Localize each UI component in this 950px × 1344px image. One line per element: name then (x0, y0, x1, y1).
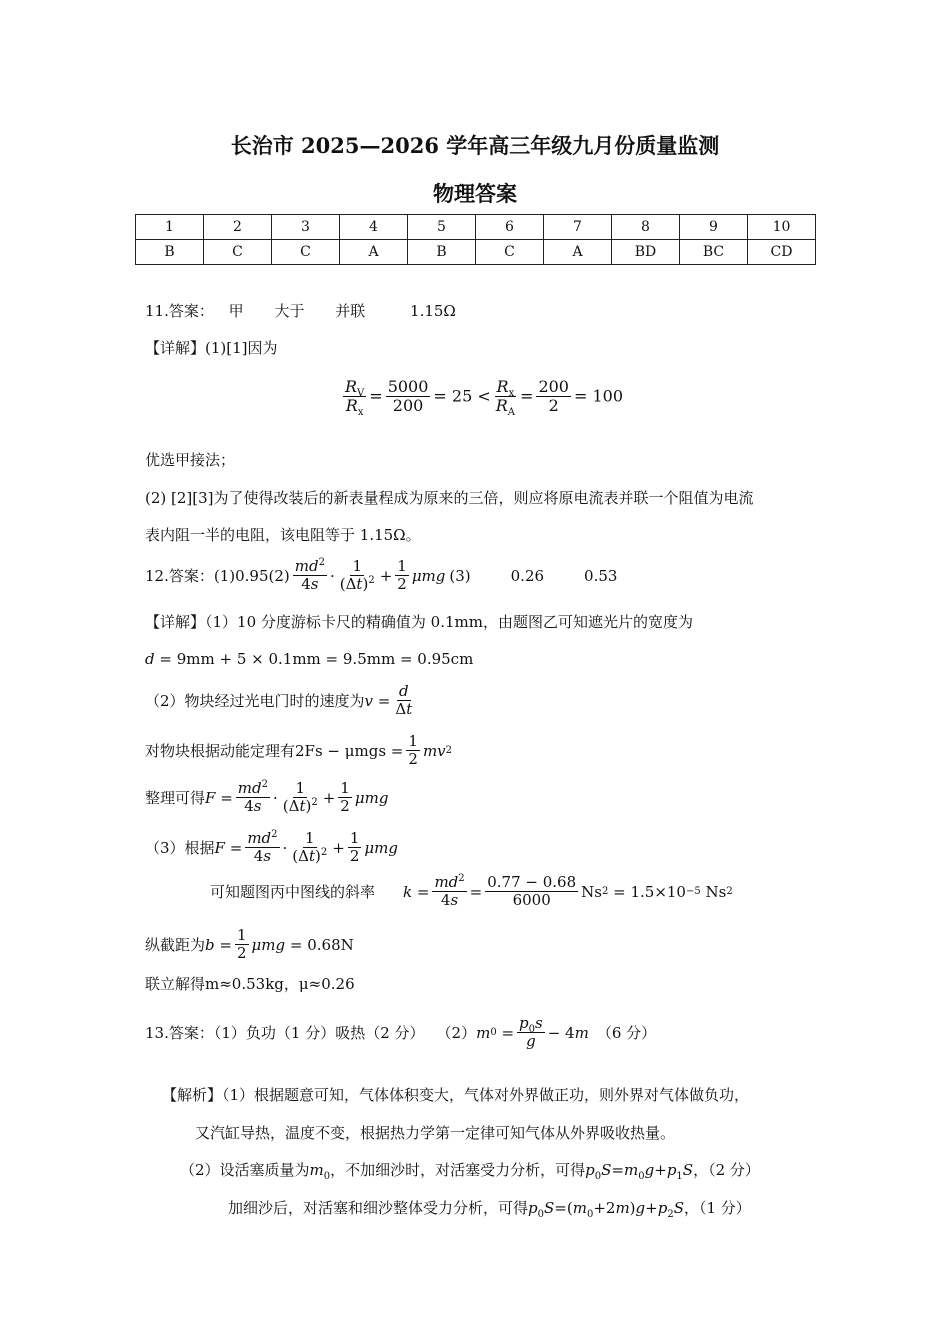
answer-cell: A (544, 240, 612, 265)
q12-energy-lhs: 2Fs − μmgs = (295, 741, 404, 760)
q12-intercept-line: 纵截距为 b = $\frac{1}{2}$ μmg = 0.68N (145, 926, 354, 963)
answer-cell: C (272, 240, 340, 265)
q11-detail-2-line1: (2) [2][3]为了使得改装后的新表量程成为原来的三倍，则应将原电流表并联一个阻值为电流 (145, 489, 754, 507)
question-number-cell: 5 (408, 215, 476, 240)
q11-formula: $\frac{R_V}{R_x}$ = $\frac{5000}{200}$ = 25 < $\frac{R_x}{R_A}$ = $\frac{200}{2}$ = 100 (345, 377, 624, 419)
q12-slope-text: 可知题图丙中图线的斜率 (210, 882, 376, 901)
q13-part2-suffix: （6 分） (596, 1023, 657, 1042)
q12-answer-suffix: (3) (449, 566, 471, 585)
q11-answer-label: 11.答案： (145, 302, 214, 320)
q12-energy-text: 对物块根据动能定理有 (145, 741, 296, 760)
q13-answer-label: 13.答案：（1）负功（1 分）吸热（2 分） (145, 1023, 425, 1042)
page-title: 长治市 2025—2026 学年高三年级九月份质量监测 (230, 133, 720, 158)
answer-table-answer-row (136, 240, 816, 265)
formula-fraction: $\frac{R_V}{R_x}$ (345, 377, 365, 419)
q12-speed-text: （2）物块经过光电门时的速度为 (145, 691, 365, 710)
answer-cell: B (408, 240, 476, 265)
answer-cell: C (204, 240, 272, 265)
formula-fraction: $\frac{5000}{200}$ (387, 377, 429, 416)
q12-slope-line: 可知题图丙中图线的斜率 k = $\frac{md^2}{4s}$ = $\frac{0.77 - 0.68}{6000}$ Ns 2 = 1.5×10 −5 Ns 2 (210, 873, 733, 910)
answer-table-number-row (136, 215, 816, 240)
q11-answer-line (145, 301, 456, 321)
q12-answer-line: 12.答案：(1)0.95(2) $\frac{md^2}{4s}$ · $\frac{1}{(\Delta t)^2}$ + $\frac{1}{2}$ μmg (3) 0.26 0.53 (145, 557, 618, 594)
q12-arrange-line: 整理可得 F = $\frac{md^2}{4s}$ · $\frac{1}{(\Delta t)^2}$ + $\frac{1}{2}$ μmg (145, 779, 389, 816)
answer-cell: BC (680, 240, 748, 265)
answer-cell: BD (612, 240, 680, 265)
formula-fraction: $\frac{R_x}{R_A}$ (495, 377, 516, 419)
q13-answer-line: 13.答案：（1）负功（1 分）吸热（2 分） （2） m 0 = $\frac{p_0s}{g}$ − 4 m （6 分） (145, 1014, 657, 1051)
page-subtitle: 物理答案 (433, 181, 517, 206)
q11-detail-1: 【详解】(1)[1]因为 (145, 339, 278, 357)
q11-answer-4: 1.15Ω (410, 302, 456, 320)
question-number-cell: 7 (544, 215, 612, 240)
q11-detail-2-line2: 表内阻一半的电阻，该电阻等于 1.15Ω。 (145, 526, 421, 544)
question-number-cell: 1 (136, 215, 204, 240)
q11-answer-2: 大于 (274, 302, 305, 320)
q11-conclusion: 优选甲接法； (145, 451, 236, 469)
q11-answer-1: 甲 (228, 302, 244, 320)
answer-cell: B (136, 240, 204, 265)
question-number-cell: 2 (204, 215, 272, 240)
q12-answer-prefix: 12.答案：(1)0.95(2) (145, 566, 290, 585)
q13-part2-label: （2） (436, 1023, 477, 1042)
question-number-cell: 3 (272, 215, 340, 240)
q13-analysis-line4: 加细沙后，对活塞和细沙整体受力分析，可得$p_0S=(m_0+2m)g+p_2S$，（1 分） (228, 1199, 751, 1220)
answer-cell: A (340, 240, 408, 265)
q12-solve-line: 联立解得m≈0.53kg，μ≈0.26 (145, 975, 355, 993)
q12-intercept-text: 纵截距为 (145, 935, 206, 954)
answer-table (135, 214, 816, 265)
q12-step3-text: （3）根据 (145, 838, 215, 857)
answer-cell: C (476, 240, 544, 265)
q13-analysis-line1: 【解析】（1）根据题意可知，气体体积变大，气体对外界做正功，则外界对气体做负功， (162, 1086, 750, 1104)
answer-cell: CD (748, 240, 816, 265)
q12-speed-line: （2）物块经过光电门时的速度为 v = $\frac{d}{\Delta t}$ (145, 682, 413, 719)
q13-analysis-line2: 又汽缸导热，温度不变，根据热力学第一定律可知气体从外界吸收热量。 (195, 1124, 676, 1142)
question-number-cell: 8 (612, 215, 680, 240)
q12-step3-line: （3）根据 F = $\frac{md^2}{4s}$ · $\frac{1}{(\Delta t)^2}$ + $\frac{1}{2}$ μmg (145, 829, 398, 866)
q12-detail-1: 【详解】（1）10 分度游标卡尺的精确值为 0.1mm，由题图乙可知遮光片的宽度为 (145, 613, 693, 631)
question-number-cell: 10 (748, 215, 816, 240)
q12-energy-line: 对物块根据动能定理有 2Fs − μmgs = $\frac{1}{2}$ mv 2 (145, 732, 453, 769)
q11-answer-3: 并联 (335, 302, 366, 320)
q13-analysis-line3: （2）设活塞质量为$m_0$，不加细沙时，对活塞受力分析，可得$p_0S=m_0g+p_1S$，（2 分） (180, 1161, 760, 1182)
q12-answer-2: 0.53 (584, 566, 618, 585)
question-number-cell: 4 (340, 215, 408, 240)
question-number-cell: 6 (476, 215, 544, 240)
q12-arrange-text: 整理可得 (145, 788, 206, 807)
formula-fraction: $\frac{200}{2}$ (538, 377, 569, 416)
question-number-cell: 9 (680, 215, 748, 240)
q12-d-equation: d = 9mm + 5 × 0.1mm = 9.5mm = 0.95cm (145, 650, 474, 668)
q12-answer-1: 0.26 (510, 566, 545, 585)
